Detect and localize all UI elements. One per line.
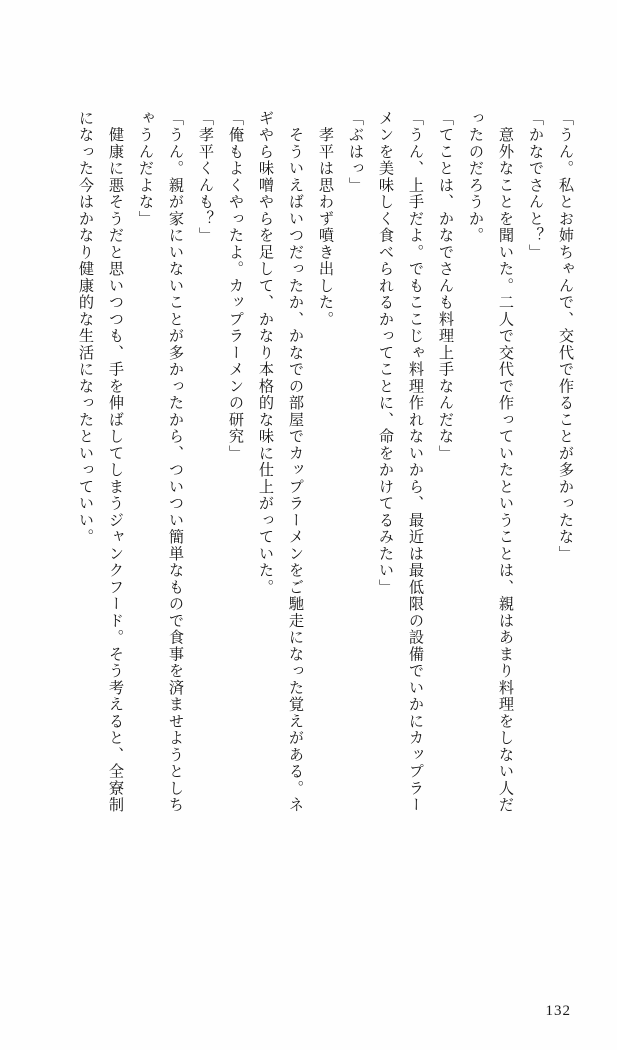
text-line: 孝平は思わず噴き出した。 — [317, 110, 334, 328]
text-line: そういえばいつだったか、かなでの部屋でカップラーメンをご馳走になった覚えがある。ネ — [287, 110, 304, 814]
text-line: ったのだろうか。 — [467, 110, 484, 244]
text-line: 「うん。私とお姉ちゃんで、交代で作ることが多かったな」 — [557, 110, 574, 563]
text-line: 「かなでさんと？」 — [527, 110, 544, 261]
page-number: 132 — [545, 1003, 571, 1019]
text-line: になった今はかなり健康的な生活になったといっていい。 — [77, 110, 94, 546]
text-line: 「うん。親が家にいないことが多かったから、ついつい簡単なもので食事を済ませようとしち — [167, 110, 184, 814]
text-line: ゃうんだよな」 — [137, 110, 154, 228]
text-line: 「俺もよくやったよ。カップラーメンの研究」 — [227, 110, 244, 462]
text-line: メンを美味しく食べられるかってことに、命をかけてるみたい」 — [377, 110, 394, 596]
text-line: 「ぶはっ」 — [347, 110, 364, 194]
text-line: 意外なことを聞いた。二人で交代で作っていたということは、親はあまり料理をしない人だ — [497, 110, 514, 814]
text-line: 「うん、上手だよ。でもここじゃ料理作れないから、最近は最低限の設備でいかにカップラー — [407, 110, 424, 814]
text-line: 「孝平くんも？」 — [197, 110, 214, 244]
text-line: 「てことは、かなでさんも料理上手なんだな」 — [437, 110, 454, 462]
vertical-text-block — [44, 110, 573, 970]
text-line: ギやら味噌やらを足して、かなり本格的な味に仕上がっていた。 — [257, 110, 274, 596]
text-line: 健康に悪そうだと思いつつも、手を伸ばしてしまうジャンクフード。そう考えると、全寮制 — [107, 110, 124, 814]
